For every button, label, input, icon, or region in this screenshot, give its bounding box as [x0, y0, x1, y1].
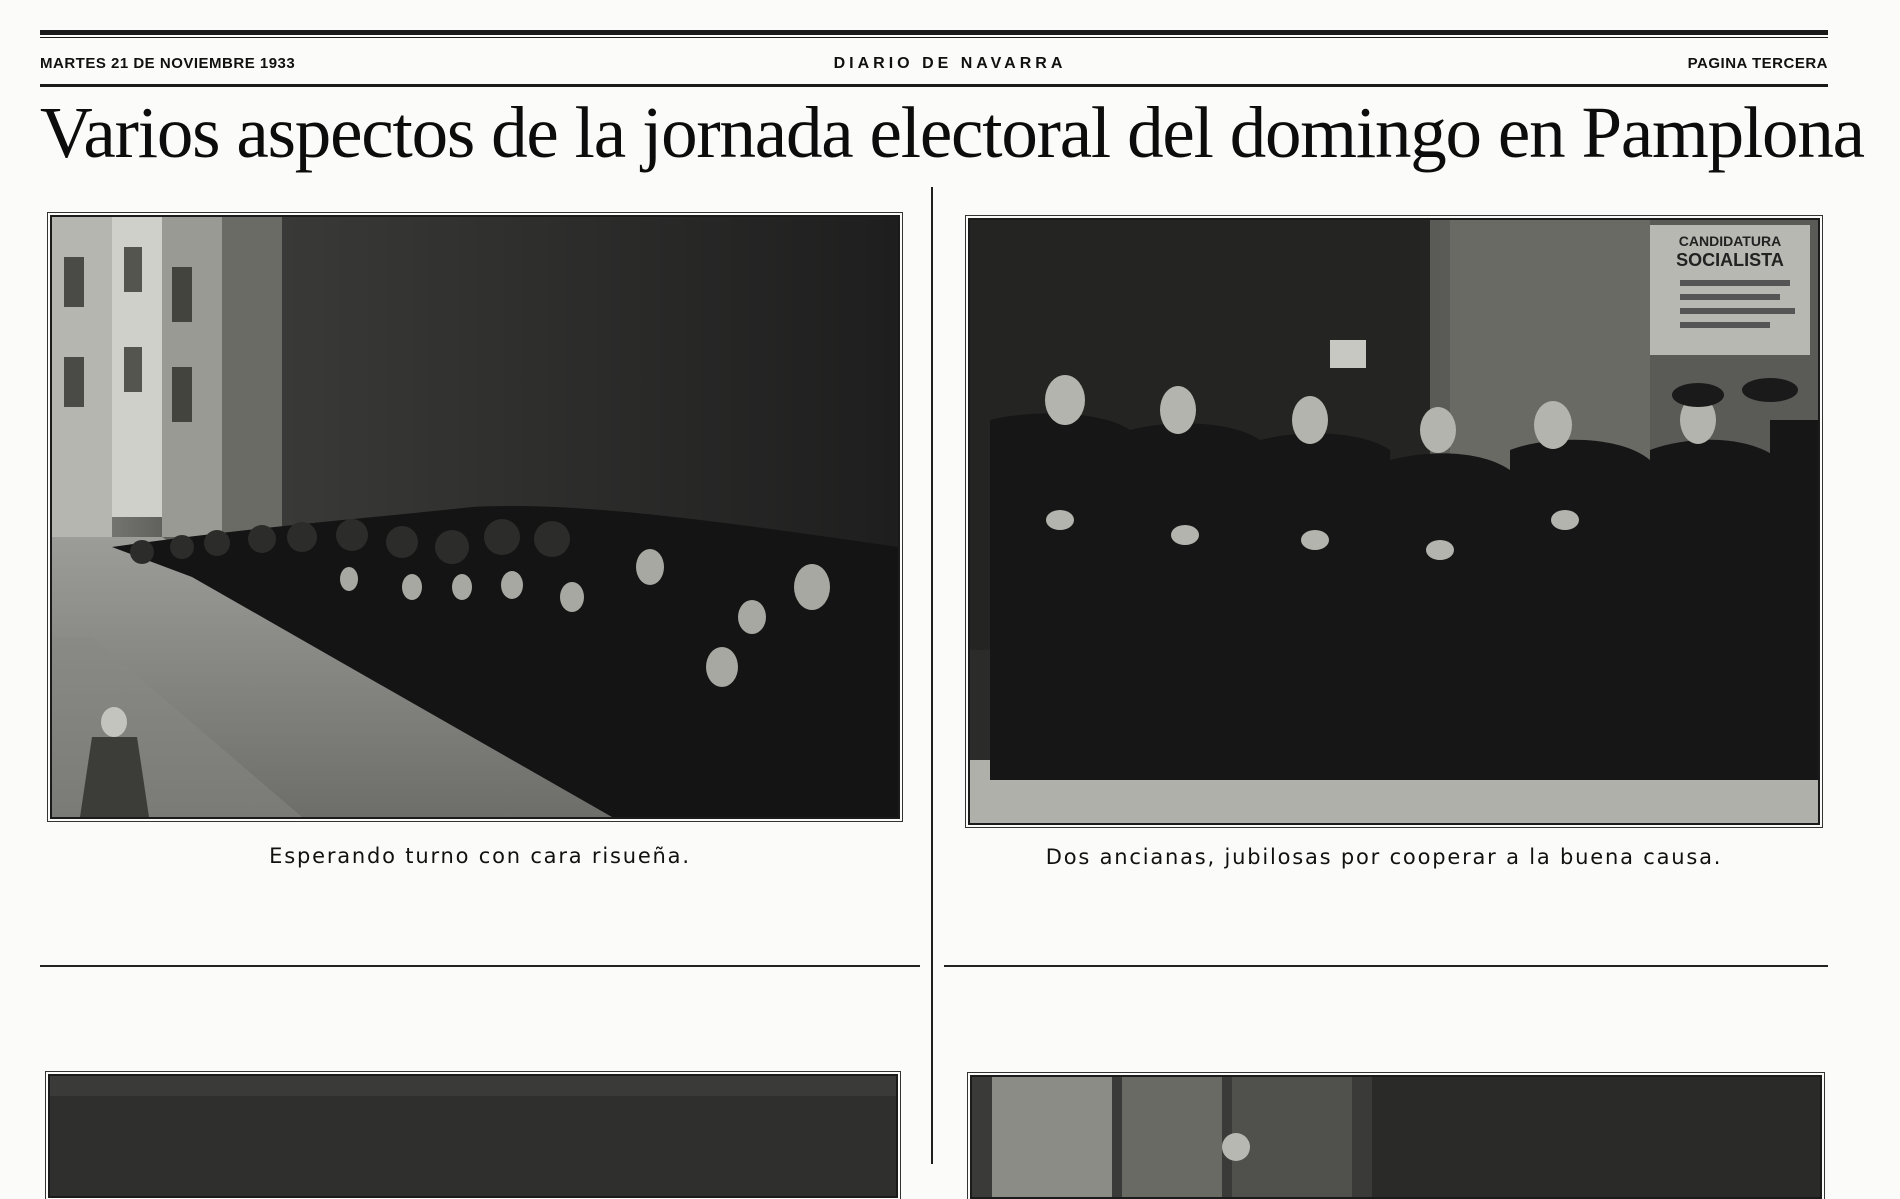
masthead-top-hairline [40, 37, 1828, 38]
poster-line-2: SOCIALISTA [1676, 250, 1784, 270]
masthead-page-label: PAGINA TERCERA [1687, 55, 1828, 72]
masthead-date: MARTES 21 DE NOVIEMBRE 1933 [40, 55, 296, 72]
column-divider [931, 187, 933, 1164]
photo-queue-street [50, 215, 900, 819]
section-rule-left [40, 965, 920, 967]
photo-elderly-voters [968, 218, 1820, 825]
masthead-paper-name: DIARIO DE NAVARRA [833, 55, 1067, 72]
poster-line-1: CANDIDATURA [1678, 233, 1782, 249]
masthead-bottom-rule [40, 84, 1828, 87]
photo-fourth-partial [970, 1075, 1822, 1199]
section-rule-right [944, 965, 1828, 967]
masthead-top-rule [40, 30, 1828, 35]
page-headline: Varios aspectos de la jornada electoral del domingo en Pamplona [40, 92, 1864, 173]
photo-third-partial [48, 1074, 898, 1198]
photo-caption-1: Esperando turno con cara risueña. [269, 844, 691, 868]
photo-caption-2: Dos ancianas, jubilosas por cooperar a la buena causa. [1045, 845, 1723, 869]
